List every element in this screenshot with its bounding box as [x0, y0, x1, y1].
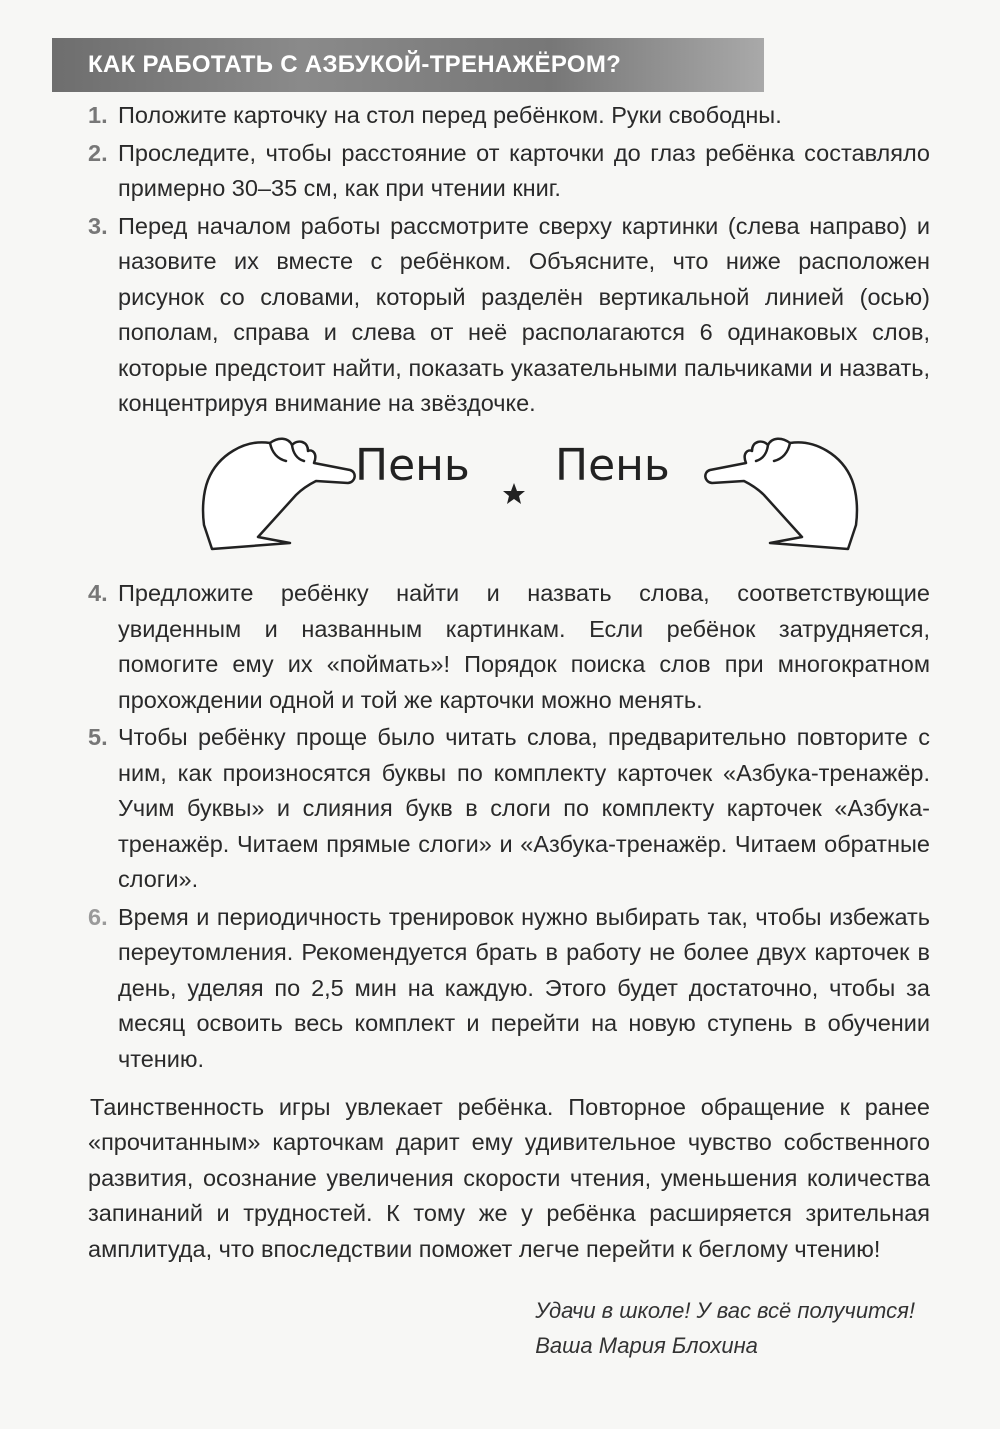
closing-paragraph: Таинственность игры увлекает ребёнка. Повторное обращение к ранее «прочитанным» карточкам дарит ему удивительное чувство собственного развития, осознание увеличения скорости чтения, уменьшения количества запинаний и трудностей. К тому же у ребёнка расширяется зрительная амплитуда, что впоследствии поможет легче перейти к беглому чтению! — [88, 1093, 930, 1262]
step-number: 2. — [88, 139, 108, 166]
title-banner — [52, 38, 764, 92]
step-number: 5. — [88, 724, 108, 750]
step-3 — [88, 209, 930, 422]
step-number: 3. — [88, 212, 108, 239]
signature-wish: Удачи в школе! У вас всё получится! — [535, 1298, 915, 1323]
step-text: Чтобы ребёнку проще было читать слова, предварительно повторите с ним, как произносятся буквы по комплекту карточек «Азбука-тренажёр. Учим буквы» и слияния букв в слоги по комплекту карточек «Азбука-тренажёр. Читаем прямые слоги» и «Азбука-тренажёр. Читаем обратные слоги». — [118, 724, 930, 892]
step-text: Предложите ребёнку найти и назвать слова, соответствующие увиденным и названным картинкам. Если ребёнок затрудняется, помогите ему их «поймать»! Порядок поиска слов при многократном прохождении одной и той же карточки можно менять. — [118, 580, 930, 713]
left-hand-icon — [203, 439, 355, 549]
steps-list-second — [88, 576, 930, 1079]
page-title: КАК РАБОТАТЬ С АЗБУКОЙ-ТРЕНАЖЁРОМ? — [88, 51, 622, 78]
step-number: 6. — [88, 903, 108, 930]
signature-block — [535, 1293, 915, 1363]
center-star-icon — [503, 483, 525, 504]
step-5 — [88, 720, 930, 898]
step-number: 4. — [88, 580, 108, 606]
step-text: Проследите, чтобы расстояние от карточки до глаз ребёнка составляло примерно 30–35 см, как при чтении книг. — [118, 139, 930, 201]
word-left: Пень — [355, 440, 470, 491]
right-hand-icon — [705, 439, 857, 549]
step-number: 1. — [88, 102, 108, 128]
pointing-hands-illustration — [200, 425, 860, 565]
step-4 — [88, 576, 930, 718]
step-6 — [88, 900, 930, 1078]
step-text: Время и периодичность тренировок нужно выбирать так, чтобы избежать переутомления. Рекомендуется брать в работу не более двух карточек в день, уделяя по 2,5 мин на каждую. Этого будет достаточно, чтобы за месяц освоить весь комплект и перейти на новую ступень в обучении чтению. — [118, 903, 930, 1072]
step-1 — [88, 98, 930, 134]
step-2 — [88, 136, 930, 207]
illustration-svg — [200, 425, 860, 565]
steps-list-first — [88, 98, 930, 424]
step-text: Положите карточку на стол перед ребёнком. Руки свободны. — [118, 102, 782, 128]
signature-author: Ваша Мария Блохина — [535, 1333, 758, 1358]
step-text: Перед началом работы рассмотрите сверху картинки (слева направо) и назовите их вместе с ребёнком. Объясните, что ниже расположен рисунок со словами, который разделён вертикальной линией (осью) пополам, справа и слева от неё располагаются 6 одинаковых слов, которые предстоит найти, показать указательными пальчиками и назвать, концентрируя внимание на звёздочке. — [118, 212, 930, 416]
word-right: Пень — [555, 440, 670, 491]
